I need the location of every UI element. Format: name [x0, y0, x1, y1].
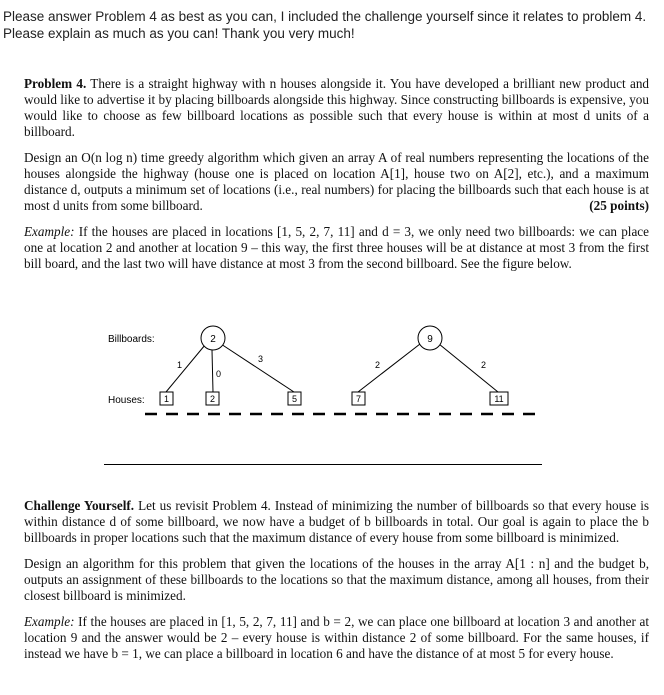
- connector-line: [358, 344, 420, 392]
- houses-label: Houses:: [108, 395, 145, 406]
- distance-label: 1: [177, 360, 183, 370]
- intro-note: [3, 8, 663, 42]
- distance-label: 2: [481, 360, 487, 370]
- distance-label: 3: [258, 354, 264, 364]
- distance-label: 2: [375, 360, 381, 370]
- challenge-text-1: Let us revisit Problem 4. Instead of minimizing the number of billboards so that every house is within distance d of some billboard, we now have a budget of b billboards in total. Our goal is again to place the b billboards in proper locations such that the maximum distance of every house from some billboard is minimized.: [24, 498, 649, 545]
- billboard-location: 9: [427, 334, 433, 345]
- challenge-paragraph-1: [24, 498, 649, 546]
- house-location: 2: [209, 394, 216, 404]
- points-label: (25 points): [589, 198, 649, 213]
- challenge-example-label: Example:: [24, 614, 75, 629]
- problem-paragraph-2: [24, 150, 649, 214]
- problem-paragraph-1: [24, 76, 649, 140]
- billboard-figure: [100, 318, 550, 428]
- problem-4-section: [24, 76, 649, 272]
- billboard-location: 2: [210, 334, 216, 345]
- connector-line: [212, 350, 213, 392]
- house-location: 7: [355, 394, 362, 404]
- challenge-example-text: If the houses are placed in [1, 5, 2, 7, 11] and b = 2, we can place one billboard at location 3 and another at location 9 and the answer would be 2 – every house is within distance 2 of some billboard. For the same houses, if instead we have b = 1, we can place a billboard in location 6 and have the distance of at most 5 for every house.: [24, 614, 650, 661]
- intro-line-2: Please explain as much as you can! Thank you very much!: [3, 26, 355, 41]
- house-location: 11: [494, 394, 504, 404]
- example-text: If the houses are placed in locations [1, 5, 2, 7, 11] and d = 3, we only need two billboards: we can place one at location 2 and another at location 9 – this way, the first three houses will be at distance at most 3 from the first bill board, and the last two will have distance at most 3 from the second billboard. See the figure below.: [24, 224, 650, 271]
- challenge-section: [24, 498, 649, 662]
- connector-line: [439, 344, 498, 392]
- intro-line-1: Please answer Problem 4 as best as you can, I included the challenge yourself since it relates to problem 4.: [3, 9, 647, 24]
- challenge-heading: Challenge Yourself.: [24, 498, 135, 513]
- house-location: 5: [291, 394, 298, 404]
- distance-label: 0: [216, 369, 222, 379]
- challenge-paragraph-2: [24, 556, 649, 604]
- problem-text-1: There is a straight highway with n houses alongside it. You have developed a brilliant new product and would like to advertise it by placing billboards alongside this highway. Since constructing billboards is expensive, you would like to choose as few billboard locations as possible such that every house is within at most d units of a billboard.: [24, 76, 650, 139]
- example-label: Example:: [24, 224, 75, 239]
- billboards-label: Billboards:: [108, 334, 155, 345]
- challenge-text-2: Design an algorithm for this problem that given the locations of the houses in the array A[1 : n] and the budget b, outputs an assignment of these billboards to the locations so that the maximum distance, among all houses, from their closest billboard is minimized.: [24, 556, 649, 603]
- connector-line: [221, 344, 294, 392]
- problem-heading: Problem 4.: [24, 76, 87, 91]
- problem-example: [24, 224, 649, 272]
- house-location: 1: [163, 394, 170, 404]
- connector-line: [166, 345, 205, 392]
- section-divider: [104, 464, 542, 465]
- challenge-example: [24, 614, 649, 662]
- problem-text-2: Design an O(n log n) time greedy algorithm which given an array A of real numbers representing the locations of the houses alongside the highway (house one is placed on location A[1], house two on A[2], etc.), and a maximum distance d, outputs a minimum set of locations (i.e., real numbers) for placing the billboards such that each house is at most d units from some billboard.: [24, 150, 649, 213]
